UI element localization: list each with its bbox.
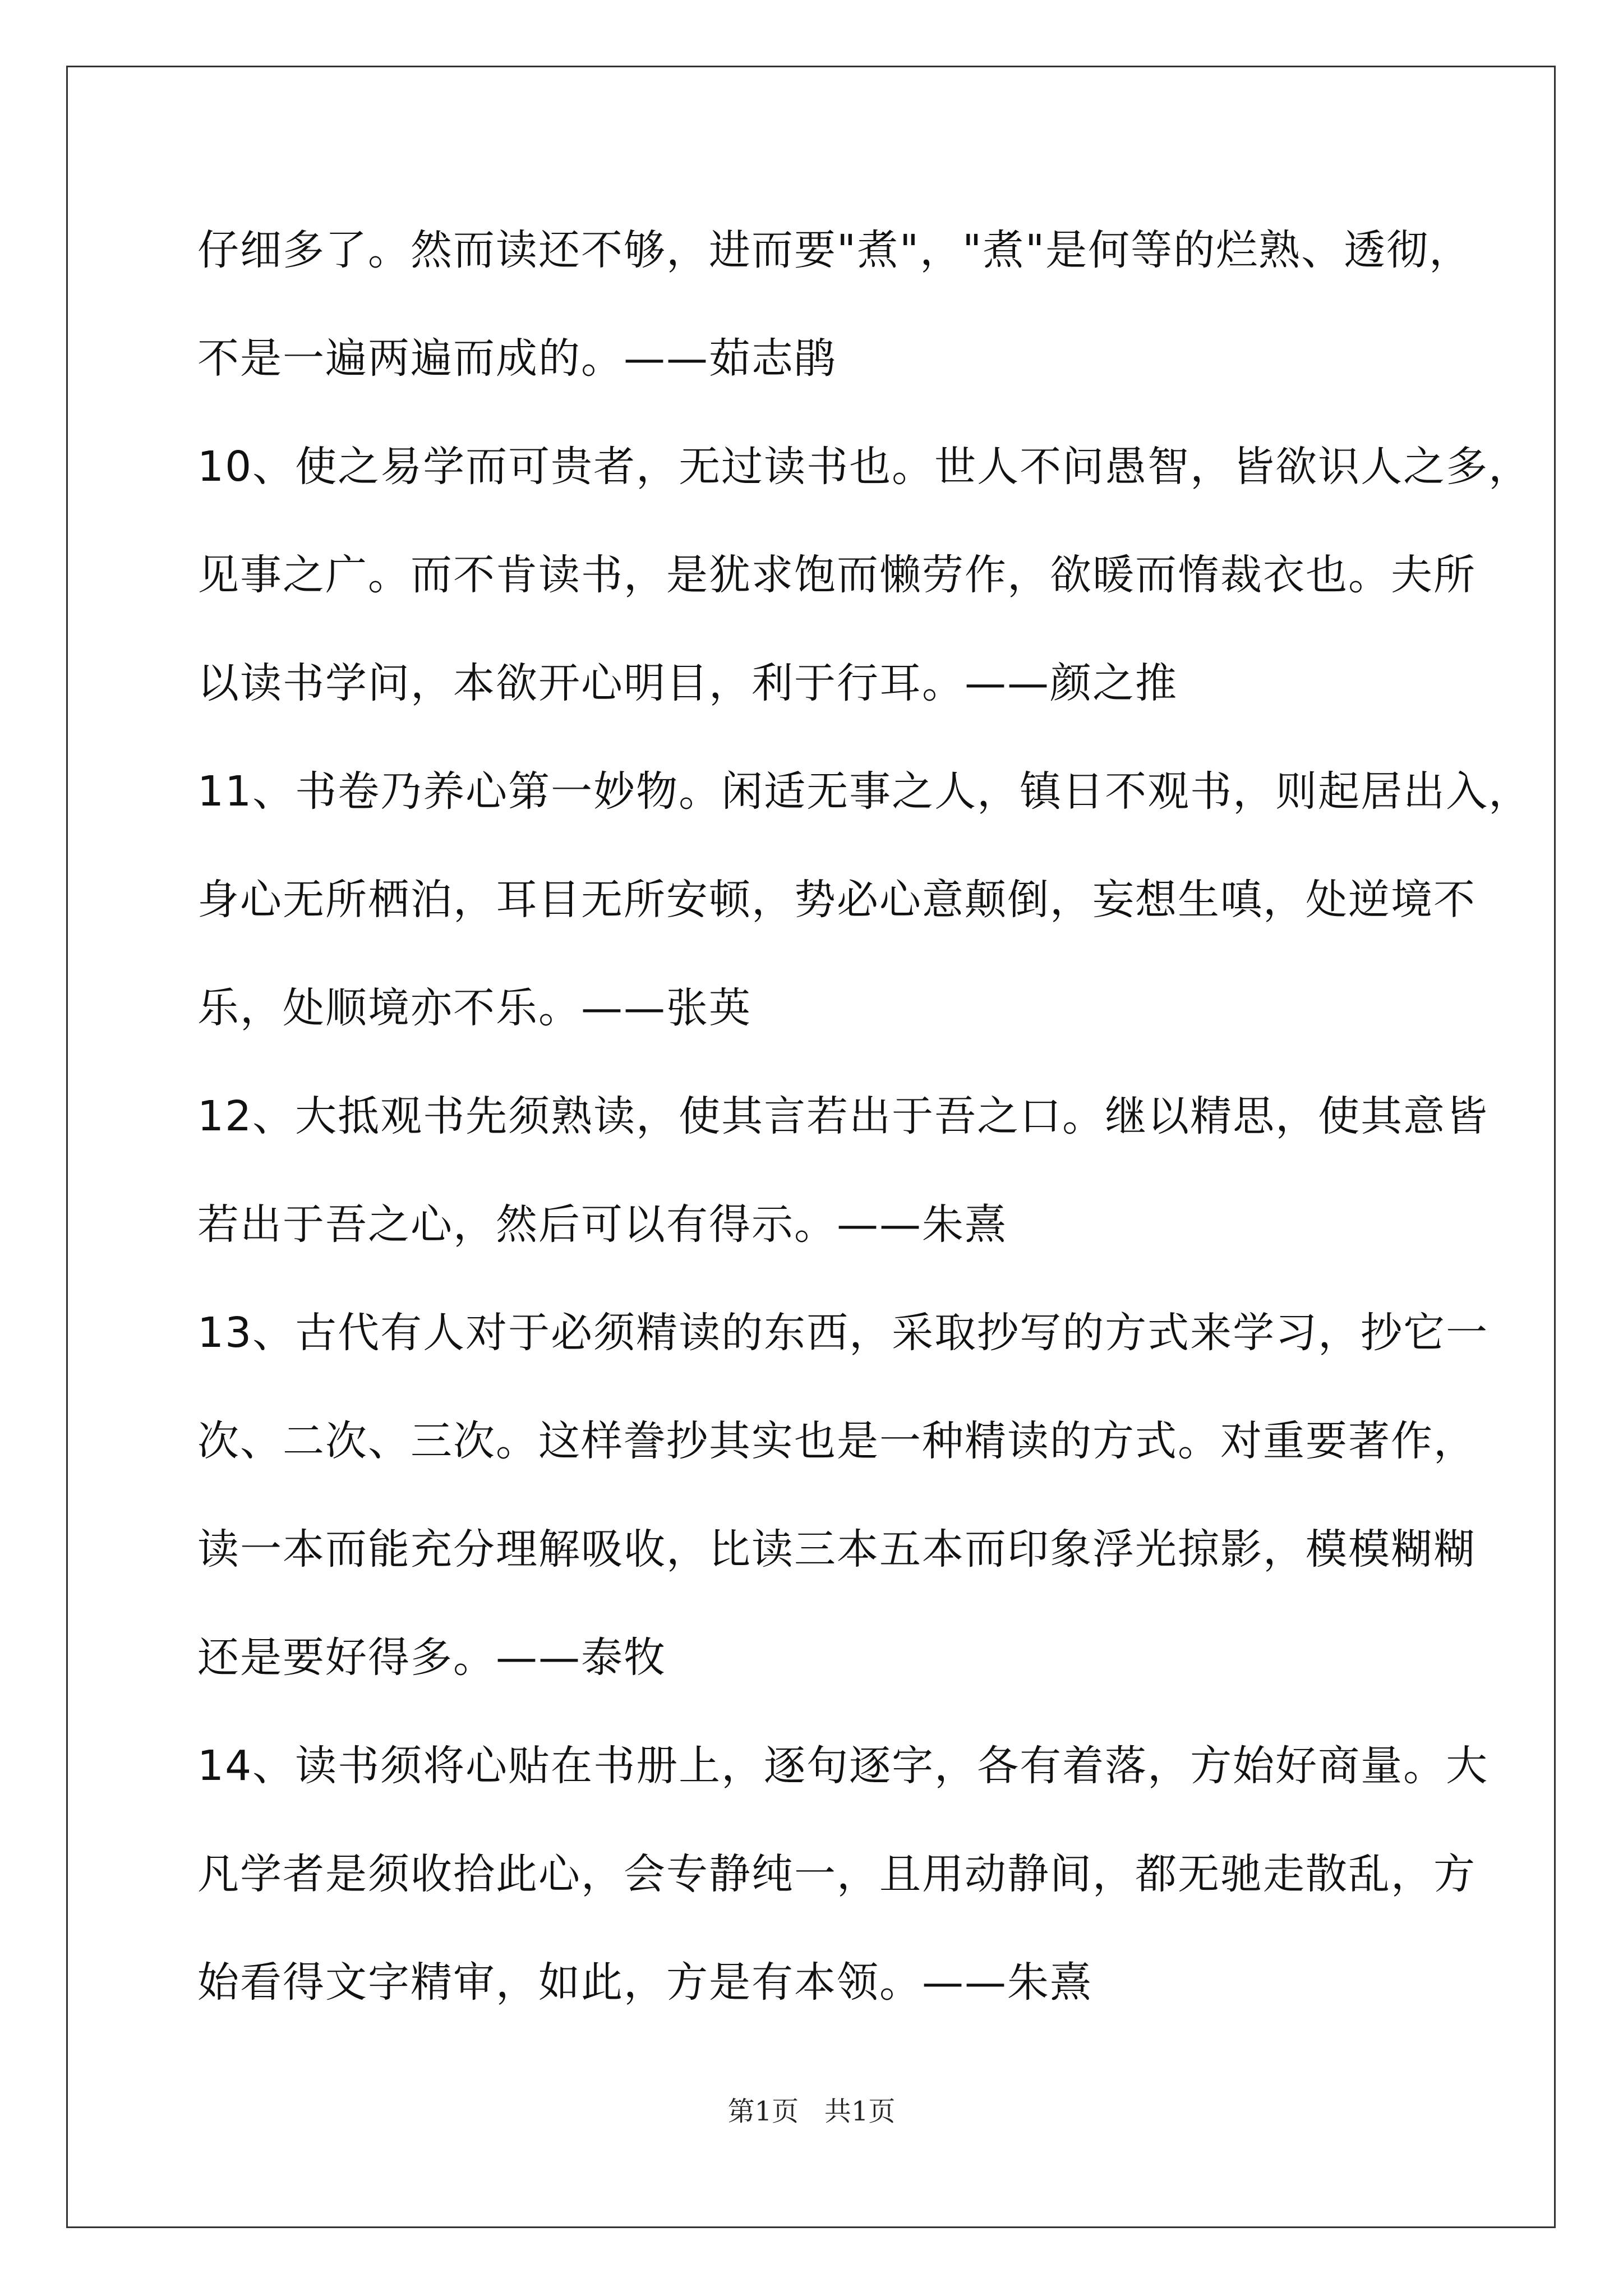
text-line: 13、古代有人对于必须精读的东西，采取抄写的方式来学习，抄它一 (197, 1309, 1489, 1357)
text-line: 14、读书须将心贴在书册上，逐句逐字，各有着落，方始好商量。大 (197, 1742, 1489, 1790)
text-line: 见事之广。而不肯读书，是犹求饱而懒劳作，欲暖而惰裁衣也。夫所 (197, 551, 1476, 599)
page-number-footer: 第1页 共1页 (727, 2096, 896, 2127)
text-line: 读一本而能充分理解吸收，比读三本五本而印象浮光掠影，模模糊糊 (197, 1525, 1476, 1573)
text-line: 12、大抵观书先须熟读，使其言若出于吾之口。继以精思，使其意皆 (197, 1092, 1489, 1140)
text-line: 乐，处顺境亦不乐。——张英 (197, 984, 751, 1032)
text-line: 次、二次、三次。这样誊抄其实也是一种精读的方式。对重要著作， (197, 1417, 1476, 1465)
text-line: 不是一遍两遍而成的。——茹志鹃 (197, 334, 837, 383)
text-line: 始看得文字精审，如此，方是有本领。——朱熹 (197, 1958, 1092, 2007)
text-line: 若出于吾之心，然后可以有得示。——朱熹 (197, 1200, 1007, 1249)
text-line: 身心无所栖泊，耳目无所安顿，势必心意颠倒，妄想生嗔，处逆境不 (197, 876, 1476, 924)
text-line: 仔细多了。然而读还不够，进而要"煮"，"煮"是何等的烂熟、透彻， (197, 226, 1472, 274)
text-line: 还是要好得多。——泰牧 (197, 1634, 666, 1682)
text-line: 凡学者是须收拾此心，会专静纯一，且用动静间，都无驰走散乱，方 (197, 1850, 1476, 1898)
text-line: 10、使之易学而可贵者，无过读书也。世人不问愚智，皆欲识人之多， (197, 443, 1532, 491)
text-line: 11、书卷乃养心第一妙物。闲适无事之人，镇日不观书，则起居出入， (197, 767, 1532, 816)
text-line: 以读书学问，本欲开心明目，利于行耳。——颜之推 (197, 659, 1178, 707)
document-body (197, 196, 1532, 2037)
